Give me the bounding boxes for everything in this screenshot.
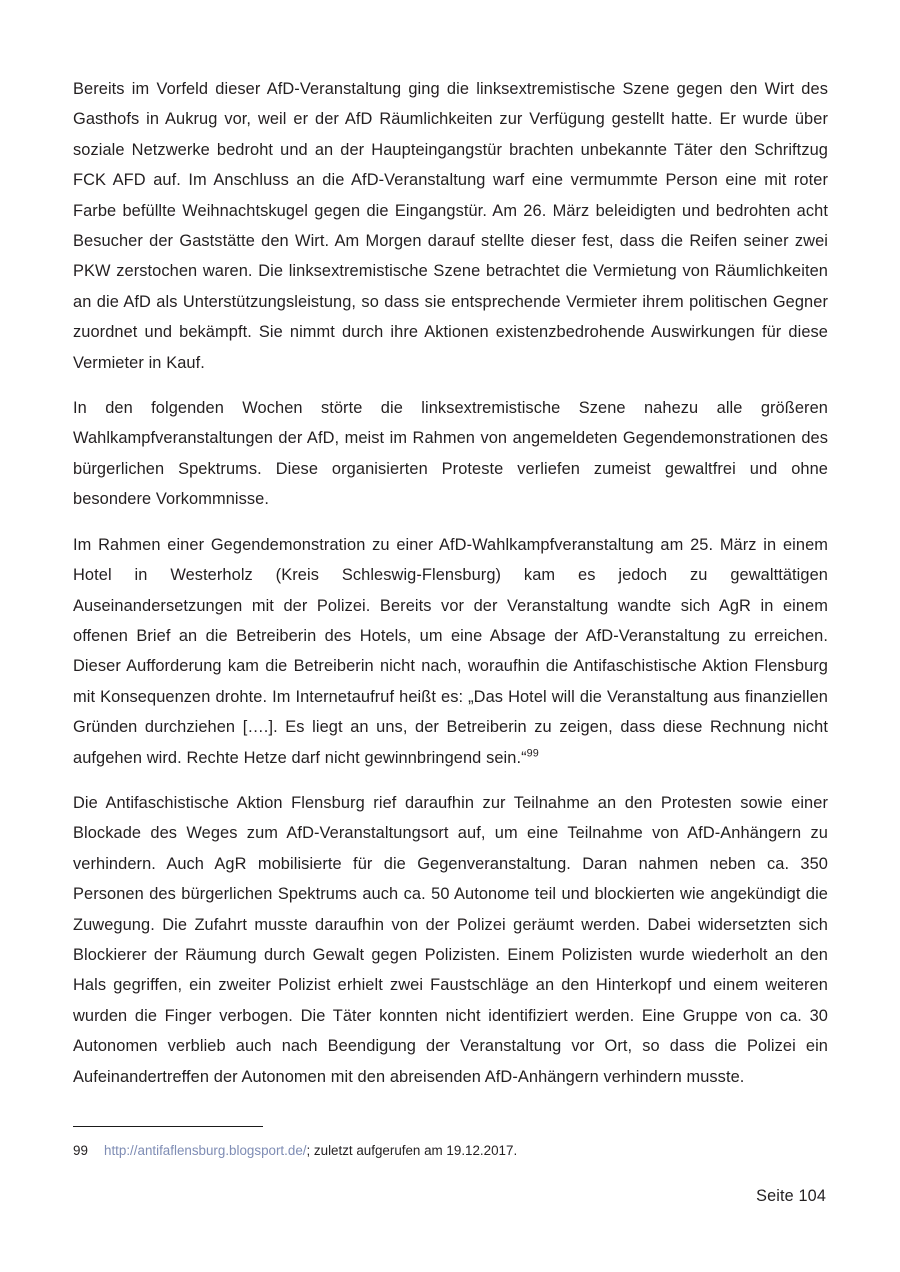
footnote-area [73, 1126, 828, 1160]
footnote-reference-marker[interactable]: 99 [526, 747, 539, 760]
body-paragraph-3-text: Im Rahmen einer Gegendemonstration zu einer AfD-Wahlkampfveranstaltung am 25. März in einem Hotel in Westerholz (Kreis Schleswig-Flensburg) kam es jedoch zu gewalttätigen Auseinandersetzungen mit der Polizei. Bereits vor der Veranstaltung wandte sich AgR in einem offenen Brief an die Betreiberin des Hotels, um eine Absage der AfD-Veranstaltung zu erreichen. Dieser Aufforderung kam die Betreiberin nicht nach, woraufhin die Antifaschistische Aktion Flensburg mit Konsequenzen drohte. Im Internetaufruf heißt es: „Das Hotel will die Veranstaltung aus finanziellen Gründen durchziehen [….]. Es liegt an uns, der Betreiberin zu zeigen, dass diese Rechnung nicht aufgehen wird. Rechte Hetze darf nicht gewinnbringend sein.“ [73, 535, 828, 767]
footnote-separator-rule [73, 1126, 263, 1127]
body-paragraph-1: Bereits im Vorfeld dieser AfD-Veranstaltung ging die linksextremistische Szene gegen den Wirt des Gasthofs in Aukrug vor, weil er der AfD Räumlichkeiten zur Verfügung gestellt hatte. Er wurde über soziale Netzwerke bedroht und an der Haupteingangstür brachten unbekannte Täter den Schriftzug FCK AFD auf. Im Anschluss an die AfD-Veranstaltung warf eine vermummte Person eine mit roter Farbe befüllte Weihnachtskugel gegen die Eingangstür. Am 26. März beleidigten und bedrohten acht Besucher der Gaststätte den Wirt. Am Morgen darauf stellte dieser fest, dass die Reifen seiner zwei PKW zerstochen waren. Die linksextremistische Szene betrachtet die Vermietung von Räumlichkeiten an die AfD als Unterstützungsleistung, so dass sie entsprechende Vermieter ihrem politischen Gegner zuordnet und bekämpft. Sie nimmt durch ihre Aktionen existenzbedrohende Auswirkungen für diese Vermieter in Kauf. [73, 80, 828, 372]
footnote-text [104, 1141, 828, 1160]
footnote-number: 99 [73, 1143, 88, 1158]
page-number-label: Seite 104 [756, 1187, 826, 1205]
footnote-access-note: ; zuletzt aufgerufen am 19.12.2017. [306, 1143, 518, 1158]
body-paragraph-3 [73, 530, 828, 773]
footnote-url-link[interactable]: http://antifaflensburg.blogsport.de/ [104, 1143, 307, 1158]
footnote-item [73, 1141, 828, 1160]
page-body-content [73, 74, 828, 1092]
body-paragraph-4: Die Antifaschistische Aktion Flensburg rief daraufhin zur Teilnahme an den Protesten sowie einer Blockade des Weges zum AfD-Veranstaltungsort auf, um eine Teilnahme von AfD-Anhängern zu verhindern. Auch AgR mobilisierte für die Gegenveranstaltung. Daran nahmen neben ca. 350 Personen des bürgerlichen Spektrums auch ca. 50 Autonome teil und blockierten wie angekündigt die Zuwegung. Die Zufahrt musste daraufhin von der Polizei geräumt werden. Dabei widersetzten sich Blockierer der Räumung durch Gewalt gegen Polizisten. Einem Polizisten wurde wiederholt an den Hals gegriffen, ein zweiter Polizist erhielt zwei Faustschläge an den Hinterkopf und einem weiteren wurden die Finger verbogen. Die Täter konnten nicht identifiziert werden. Eine Gruppe von ca. 30 Autonomen verblieb auch nach Beendigung der Veranstaltung vor Ort, so dass die Polizei ein Aufeinandertreffen der Autonomen mit den abreisenden AfD-Anhängern verhindern musste. [73, 793, 828, 1086]
body-paragraph-2: In den folgenden Wochen störte die linksextremistische Szene nahezu alle größeren Wahlkampfveranstaltungen der AfD, meist im Rahmen von angemeldeten Gegendemonstrationen des bürgerlichen Spektrums. Diese organisierten Proteste verliefen zumeist gewaltfrei und ohne besondere Vorkommnisse. [73, 399, 828, 509]
